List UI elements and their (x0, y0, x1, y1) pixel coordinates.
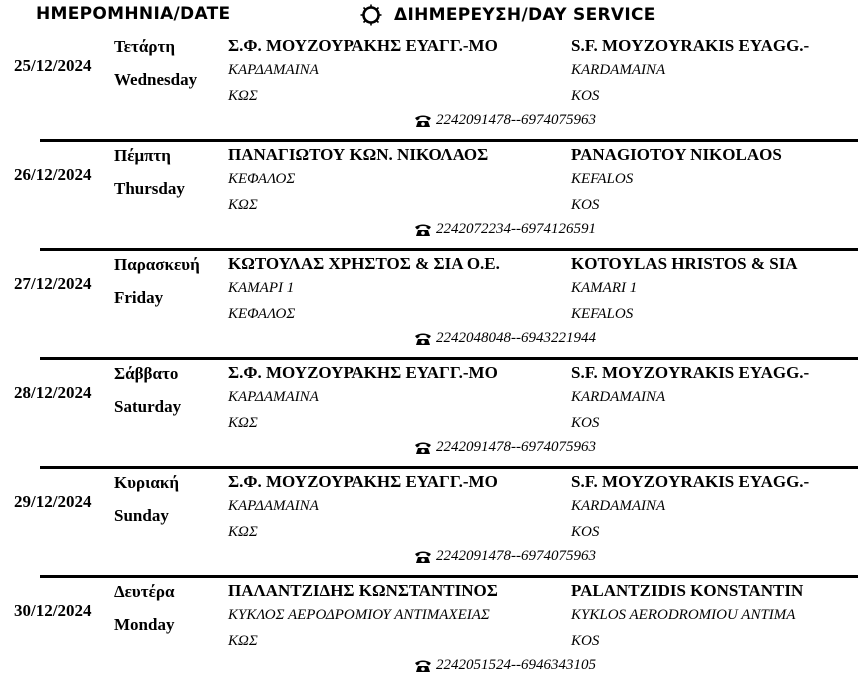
address-greek-line2: ΚΩΣ (228, 88, 258, 104)
entry-day-greek: Κυριακή (114, 473, 179, 492)
phone-number-text: 2242051524--6946343105 (436, 657, 596, 673)
pharmacy-name-greek: ΠΑΛΑΝΤΖΙΔΗΣ ΚΩΝΣΤΑΝΤΙΝΟΣ (228, 581, 498, 600)
schedule-entry (0, 357, 858, 466)
address-greek-line1: ΚΑΡΔΑΜΑΙΝΑ (228, 389, 319, 405)
pharmacy-name-english: S.F. MOYZOYRAKIS EYAGG.- (571, 36, 810, 55)
address-greek-line1: ΚΑΜΑΡΙ 1 (228, 280, 295, 296)
entry-divider (40, 248, 858, 251)
address-english-line1: KEFALOS (571, 171, 634, 187)
address-english-line2: KOS (571, 415, 600, 431)
phone-numbers (414, 112, 596, 129)
entry-day-greek: Σάββατο (114, 364, 179, 383)
schedule-entry (0, 575, 858, 684)
address-english-line2: KEFALOS (571, 306, 634, 322)
entry-day-greek: Πέμπτη (114, 146, 171, 165)
entry-date: 26/12/2024 (14, 165, 92, 184)
entry-date: 30/12/2024 (14, 601, 92, 620)
day-service-header (360, 4, 656, 26)
telephone-icon (414, 441, 432, 455)
schedule-entry (0, 248, 858, 357)
entry-divider (40, 357, 858, 360)
phone-number-text: 2242048048--6943221944 (436, 330, 596, 346)
address-greek-line1: ΚΑΡΔΑΜΑΙΝΑ (228, 62, 319, 78)
telephone-icon (414, 332, 432, 346)
address-english-line1: KARDAMAINA (571, 498, 666, 514)
pharmacy-name-greek: Σ.Φ. ΜΟΥΖΟΥΡΑΚΗΣ ΕΥΑΓΓ.-ΜΟ (228, 36, 498, 55)
pharmacy-name-greek: Σ.Φ. ΜΟΥΖΟΥΡΑΚΗΣ ΕΥΑΓΓ.-ΜΟ (228, 363, 498, 382)
address-english-line1: KAMARI 1 (571, 280, 638, 296)
entry-day-greek: Δευτέρα (114, 582, 175, 601)
entry-date: 27/12/2024 (14, 274, 92, 293)
telephone-icon (414, 223, 432, 237)
entry-divider (40, 575, 858, 578)
address-greek-line2: ΚΩΣ (228, 415, 258, 431)
address-greek-line2: ΚΩΣ (228, 524, 258, 540)
pharmacy-name-english: KOTOYLAS HRISTOS & SIA (571, 254, 798, 273)
entry-day-english: Monday (114, 615, 175, 634)
address-greek-line2: ΚΩΣ (228, 197, 258, 213)
address-english-line1: KARDAMAINA (571, 389, 666, 405)
address-greek-line2: ΚΩΣ (228, 633, 258, 649)
phone-number-text: 2242091478--6974075963 (436, 439, 596, 455)
entry-date: 28/12/2024 (14, 383, 92, 402)
address-greek-line2: ΚΕΦΑΛΟΣ (228, 306, 296, 322)
address-greek-line1: ΚΥΚΛΟΣ ΑΕΡΟΔΡΟΜΙΟΥ ΑΝΤΙΜΑΧΕΙΑΣ (228, 607, 490, 623)
entry-divider (40, 139, 858, 142)
phone-number-text: 2242091478--6974075963 (436, 112, 596, 128)
address-english-line1: KARDAMAINA (571, 62, 666, 78)
address-english-line2: KOS (571, 88, 600, 104)
entry-day-english: Thursday (114, 179, 185, 198)
phone-number-text: 2242072234--6974126591 (436, 221, 596, 237)
telephone-icon (414, 550, 432, 564)
day-service-label: ΔΙΗΜΕΡΕΥΣΗ/DAY SERVICE (394, 5, 656, 25)
entry-date: 25/12/2024 (14, 56, 92, 75)
telephone-icon (414, 659, 432, 673)
entry-day-english: Wednesday (114, 70, 198, 89)
phone-numbers (414, 439, 596, 456)
entry-date: 29/12/2024 (14, 492, 92, 511)
pharmacy-name-english: S.F. MOYZOYRAKIS EYAGG.- (571, 472, 810, 491)
pharmacy-name-greek: ΠΑΝΑΓΙΩΤΟΥ ΚΩΝ. ΝΙΚΟΛΑΟΣ (228, 145, 489, 164)
schedule-entry (0, 30, 858, 139)
phone-numbers (414, 657, 596, 674)
schedule-entry (0, 139, 858, 248)
pharmacy-name-greek: Σ.Φ. ΜΟΥΖΟΥΡΑΚΗΣ ΕΥΑΓΓ.-ΜΟ (228, 472, 498, 491)
entry-day-greek: Παρασκευή (114, 255, 200, 274)
phone-numbers (414, 221, 596, 238)
entry-day-english: Friday (114, 288, 164, 307)
address-english-line1: KYKLOS AERODROMIOU ANTIMA (571, 607, 796, 623)
sun-icon (360, 4, 382, 26)
address-english-line2: KOS (571, 524, 600, 540)
entry-divider (40, 466, 858, 469)
pharmacy-name-english: PALANTZIDIS KONSTANTIN (571, 581, 804, 600)
phone-numbers (414, 330, 596, 347)
address-english-line2: KOS (571, 197, 600, 213)
entry-day-english: Saturday (114, 397, 182, 416)
entry-day-greek: Τετάρτη (114, 37, 175, 56)
pharmacy-name-greek: ΚΩΤΟΥΛΑΣ ΧΡΗΣΤΟΣ & ΣΙΑ Ο.Ε. (228, 254, 500, 273)
date-column-header: ΗΜΕΡΟΜΗΝΙΑ/DATE (36, 4, 231, 24)
telephone-icon (414, 114, 432, 128)
entry-day-english: Sunday (114, 506, 169, 525)
pharmacy-name-english: S.F. MOYZOYRAKIS EYAGG.- (571, 363, 810, 382)
phone-number-text: 2242091478--6974075963 (436, 548, 596, 564)
table-header (0, 0, 858, 30)
address-english-line2: KOS (571, 633, 600, 649)
schedule-entry (0, 466, 858, 575)
pharmacy-name-english: PANAGIOTOY NIKOLAOS (571, 145, 782, 164)
address-greek-line1: ΚΕΦΑΛΟΣ (228, 171, 296, 187)
phone-numbers (414, 548, 596, 565)
address-greek-line1: ΚΑΡΔΑΜΑΙΝΑ (228, 498, 319, 514)
